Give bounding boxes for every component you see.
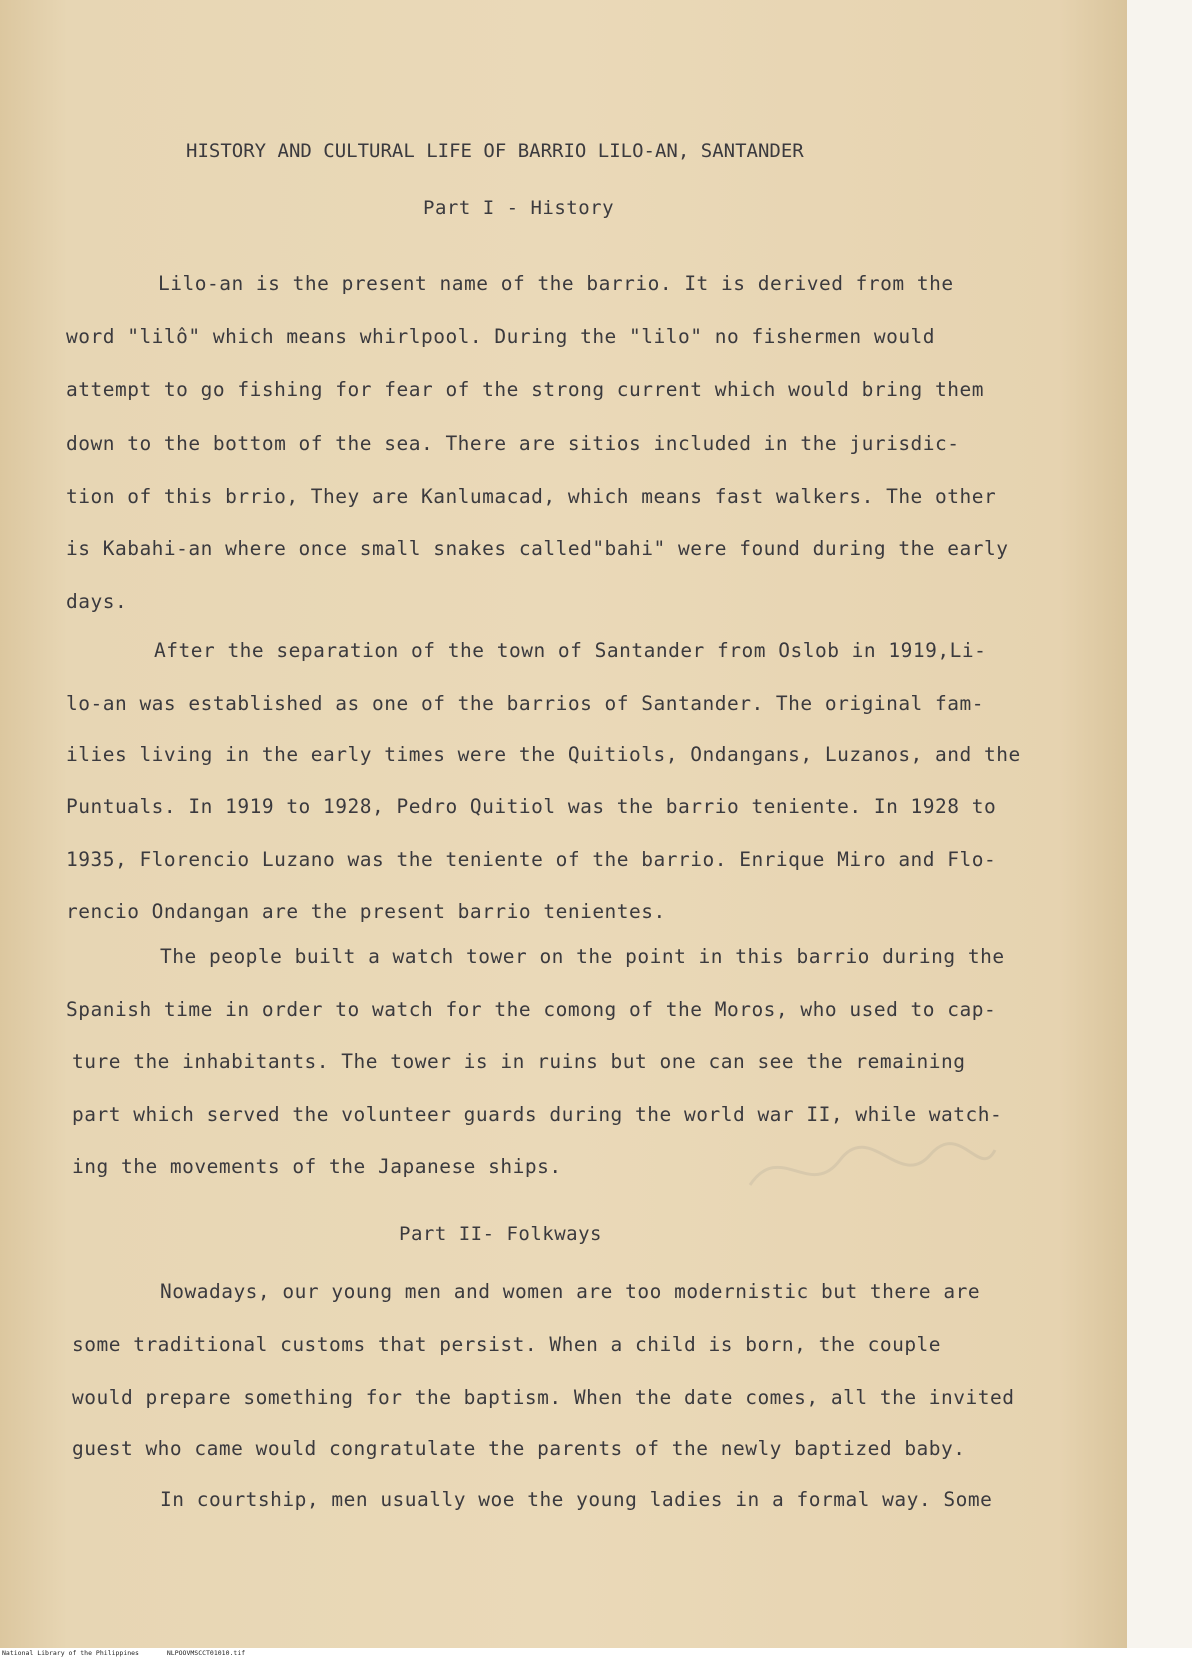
bleed-through-signature <box>740 1130 1000 1210</box>
paragraph-line: After the separation of the town of Santander from Oslob in 1919,Li- <box>154 639 987 662</box>
paragraph-line: is Kabahi-an where once small snakes called"bahi" were found during the early <box>66 537 1009 560</box>
paragraph-line: lo-an was established as one of the barrios of Santander. The original fam- <box>66 692 984 715</box>
paragraph-line: Spanish time in order to watch for the comong of the Moros, who used to cap- <box>66 998 997 1021</box>
paragraph-line: word "lilô" which means whirlpool. During the "lilo" no fishermen would <box>66 325 936 348</box>
paragraph-line: attempt to go fishing for fear of the strong current which would bring them <box>66 378 984 401</box>
paragraph-line: would prepare something for the baptism. When the date comes, all the invited <box>72 1386 1015 1409</box>
paragraph-line: part which served the volunteer guards during the world war II, while watch- <box>72 1103 1003 1126</box>
document-title: HISTORY AND CULTURAL LIFE OF BARRIO LILO-AN, SANTANDER <box>186 140 804 162</box>
footer-library: National Library of the Philippines <box>2 1649 139 1657</box>
paragraph-line: guest who came would congratulate the parents of the newly baptized baby. <box>72 1437 966 1460</box>
paragraph-line: 1935, Florencio Luzano was the teniente of the barrio. Enrique Miro and Flo- <box>66 848 997 871</box>
footer-file-id: NLPOOVMSCCT01010.tif <box>166 1649 246 1657</box>
paragraph-line: days. <box>66 590 128 613</box>
paragraph-line: In courtship, men usually woe the young ladies in a formal way. Some <box>160 1488 993 1511</box>
paragraph-line: ing the movements of the Japanese ships. <box>72 1155 562 1178</box>
paragraph-line: tion of this brrio, They are Kanlumacad, which means fast walkers. The other <box>66 485 997 508</box>
paragraph-line: Puntuals. In 1919 to 1928, Pedro Quitiol was the barrio teniente. In 1928 to <box>66 795 997 818</box>
paragraph-line: some traditional customs that persist. When a child is born, the couple <box>72 1333 942 1356</box>
part1-heading: Part I - History <box>423 197 615 219</box>
paragraph-line: rencio Ondangan are the present barrio tenientes. <box>66 900 666 923</box>
scan-footer <box>0 1648 1192 1658</box>
paragraph-line: ture the inhabitants. The tower is in ruins but one can see the remaining <box>72 1050 966 1073</box>
scan-margin <box>1127 0 1192 1648</box>
paragraph-line: Lilo-an is the present name of the barrio. It is derived from the <box>158 272 954 295</box>
paragraph-line: Nowadays, our young men and women are too modernistic but there are <box>160 1280 981 1303</box>
paragraph-line: down to the bottom of the sea. There are sitios included in the jurisdic- <box>66 432 960 455</box>
paragraph-line: ilies living in the early times were the Quitiols, Ondangans, Luzanos, and the <box>66 743 1021 766</box>
paragraph-line: The people built a watch tower on the point in this barrio during the <box>160 945 1005 968</box>
part2-heading: Part II- Folkways <box>399 1223 602 1245</box>
